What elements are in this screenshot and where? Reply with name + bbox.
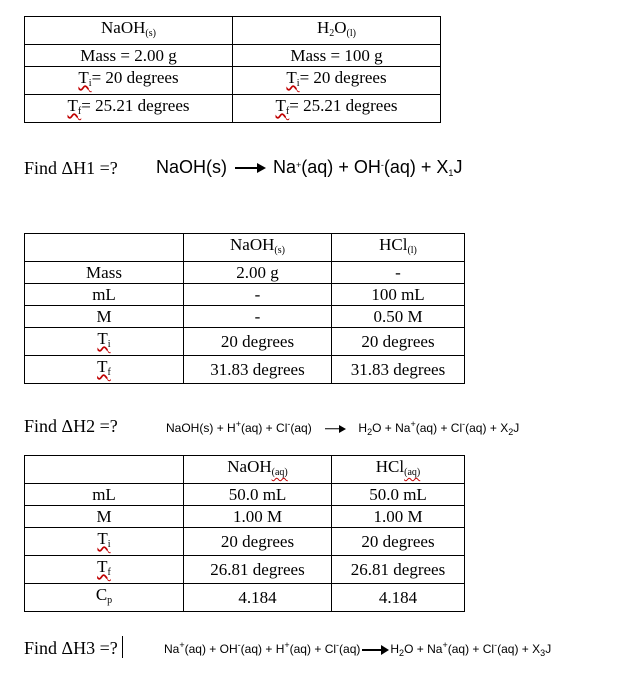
t2-header-blank: [25, 234, 184, 262]
t2-row-label: Tf: [25, 356, 184, 384]
t2-cell: -: [184, 284, 332, 306]
t1-naoh-ti: Ti= 20 degrees: [25, 67, 233, 95]
t3-row-label: mL: [25, 484, 184, 506]
t2-cell: 31.83 degrees: [184, 356, 332, 384]
t2-row-label: Mass: [25, 262, 184, 284]
t3-cell: 4.184: [184, 584, 332, 612]
t3-cell: 20 degrees: [184, 528, 332, 556]
q1-equation: NaOH(s) Na+(aq) + OH-(aq) + X1J: [156, 157, 463, 178]
t1-naoh-tf: Tf= 25.21 degrees: [25, 95, 233, 123]
t2-header-hcl: HCl$_{(l)}$: [332, 234, 465, 262]
t2-cell: 100 mL: [332, 284, 465, 306]
t1-h2o-mass: Mass = 100 g: [233, 45, 441, 67]
t3-cell: 20 degrees: [332, 528, 465, 556]
t2-row-label: Ti: [25, 328, 184, 356]
t3-header-hcl: HCl(aq): [332, 456, 465, 484]
t3-header-blank: [25, 456, 184, 484]
t2-cell: -: [184, 306, 332, 328]
t2-cell: 2.00 g: [184, 262, 332, 284]
t2-cell: 31.83 degrees: [332, 356, 465, 384]
q2-prompt: Find ΔH2 =?: [24, 416, 118, 436]
t3-cell: 26.81 degrees: [332, 556, 465, 584]
t3-cell: 1.00 M: [332, 506, 465, 528]
t1-h2o-ti: Ti= 20 degrees: [233, 67, 441, 95]
t1-header-naoh: NaOH$_{(s)}$: [25, 17, 233, 45]
t2-cell: 20 degrees: [332, 328, 465, 356]
t3-cell: 50.0 mL: [332, 484, 465, 506]
q3-equation: Na+(aq) + OH-(aq) + H+(aq) + Cl-(aq) $H_2O + Na^+(aq) + Cl^-(aq) + X_3J$: [164, 640, 552, 658]
table-dh3-data: [24, 455, 465, 612]
reaction-arrow-icon: [362, 645, 388, 655]
q1-prompt: Find ΔH1 =?: [24, 158, 118, 178]
t2-row-label: mL: [25, 284, 184, 306]
t3-row-label: $C_p$: [25, 584, 184, 612]
t2-cell: 20 degrees: [184, 328, 332, 356]
t3-cell: 1.00 M: [184, 506, 332, 528]
t3-header-naoh: NaOH(aq): [184, 456, 332, 484]
q2-equation: NaOH(s) + H+(aq) + Cl-(aq) $H_2O + Na^+(aq) + Cl^-(aq) + X_2J$: [166, 419, 520, 437]
t2-cell: -: [332, 262, 465, 284]
t2-cell: 0.50 M: [332, 306, 465, 328]
t1-header-h2o: $H_2O_{(l)}$: [233, 17, 441, 45]
t3-cell: 4.184: [332, 584, 465, 612]
t2-header-naoh: NaOH$_{(s)}$: [184, 234, 332, 262]
t1-h2o-tf: Tf= 25.21 degrees: [233, 95, 441, 123]
table-initial-data: [24, 16, 441, 123]
reaction-arrow-icon: [235, 162, 265, 174]
t3-cell: 50.0 mL: [184, 484, 332, 506]
t3-row-label: Ti: [25, 528, 184, 556]
table-dh2-data: [24, 233, 465, 384]
t1-naoh-mass: Mass = 2.00 g: [25, 45, 233, 67]
t3-row-label: Tf: [25, 556, 184, 584]
text-cursor: [122, 636, 123, 658]
t3-row-label: M: [25, 506, 184, 528]
t3-cell: 26.81 degrees: [184, 556, 332, 584]
reaction-arrow-icon: [325, 424, 345, 434]
q3-prompt[interactable]: Find ΔH3 =?: [24, 636, 123, 659]
t2-row-label: M: [25, 306, 184, 328]
